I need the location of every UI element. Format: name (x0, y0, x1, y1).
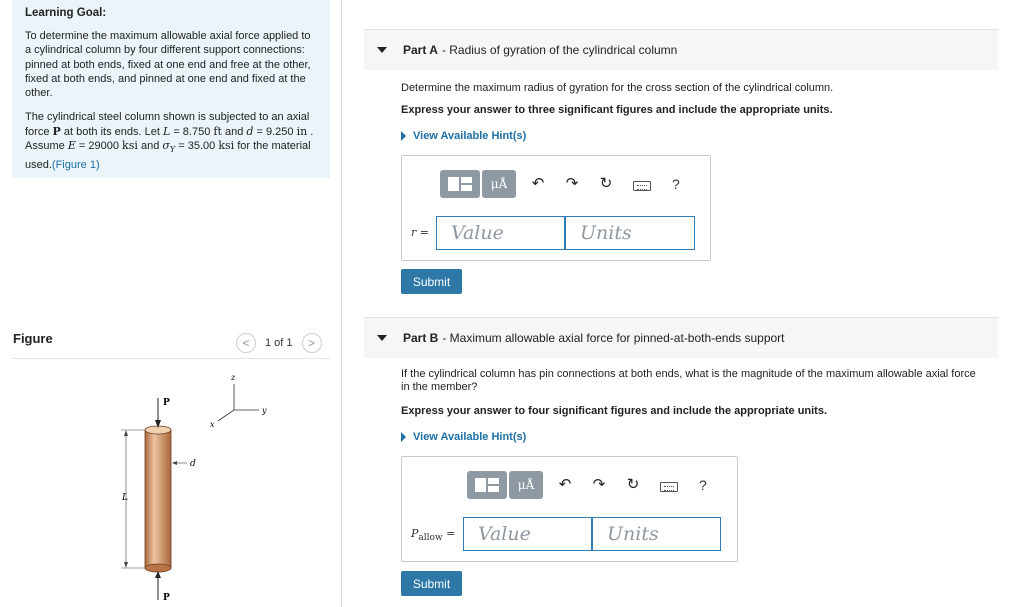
z-axis-label: z (231, 373, 236, 382)
figure-link[interactable]: (Figure 1) (51, 158, 100, 171)
bottom-force-label: P (163, 593, 170, 603)
redo-icon[interactable]: ↷ (592, 476, 606, 493)
expand-caret-icon (401, 131, 406, 141)
part-a-header[interactable] (364, 29, 998, 70)
y-axis-label: y (262, 406, 267, 415)
part-b-name: Part B (403, 331, 439, 345)
right-panel (364, 0, 998, 607)
part-b-units-input[interactable]: Units (592, 517, 721, 551)
reset-icon[interactable]: ↻ (626, 476, 640, 493)
help-icon[interactable]: ? (672, 176, 680, 192)
part-a-answer-box (401, 155, 711, 261)
part-a-name: Part A (403, 43, 438, 57)
part-b-instruction: Express your answer to four significant figures and include the appropriate units. (401, 405, 828, 417)
keyboard-icon[interactable] (633, 181, 651, 191)
redo-icon[interactable]: ↷ (565, 175, 579, 192)
figure-title: Figure (13, 331, 53, 346)
part-a-hint-link[interactable]: View Available Hint(s) (401, 130, 526, 142)
undo-icon[interactable]: ↶ (531, 175, 545, 192)
figure-counter: 1 of 1 (265, 337, 293, 349)
part-b-desc: - Maximum allowable axial force for pinned-at-both-ends support (442, 331, 785, 345)
top-force-label: P (163, 398, 170, 408)
part-b-variable: $P_{allow}$ = (411, 527, 456, 544)
templates-button[interactable] (440, 170, 480, 198)
part-a-submit-button[interactable]: Submit (401, 269, 462, 294)
keyboard-icon[interactable] (660, 482, 678, 492)
part-a-desc: - Radius of gyration of the cylindrical column (441, 43, 678, 57)
problem-statement: The cylindrical steel column shown is subjected to an axial force P at both its ends. Let L = 8.750 ft and d = 9.250 in . Assume E = 29000 ksi and $\sigma_Y = 35.00$ ksi for the material used.(Figure 1) (25, 111, 314, 171)
column-figure (100, 368, 300, 604)
part-a-units-input[interactable]: Units (565, 216, 695, 250)
undo-icon[interactable]: ↶ (558, 476, 572, 493)
template-icon (448, 177, 459, 191)
reset-icon[interactable]: ↻ (599, 175, 613, 192)
learning-goal-title: Learning Goal: (25, 7, 107, 19)
figure-pager (236, 333, 322, 353)
next-figure-button[interactable]: > (302, 333, 322, 353)
units-button[interactable]: μÅ (509, 471, 543, 499)
part-b-hint-link[interactable]: View Available Hint(s) (401, 431, 526, 443)
x-axis-label: x (210, 420, 215, 429)
part-b-value-input[interactable]: Value (463, 517, 592, 551)
learning-goal-text: To determine the maximum allowable axial force applied to a cylindrical column by four different support connections: pinned at both ends, fixed at one end and free at the other, fixed at both ends, and pinned at one end and fixed at the other. (25, 30, 311, 100)
expand-caret-icon (401, 432, 406, 442)
length-label: L (122, 493, 128, 503)
collapse-caret-icon[interactable] (377, 47, 387, 53)
help-icon[interactable]: ? (699, 477, 707, 493)
learning-goal-box (12, 0, 330, 178)
part-b-question: If the cylindrical column has pin connections at both ends, what is the magnitude of the maximum allowable axial force in the member? (401, 368, 976, 393)
units-button[interactable]: μÅ (482, 170, 516, 198)
collapse-caret-icon[interactable] (377, 335, 387, 341)
diameter-label: d (190, 459, 196, 469)
left-panel (0, 0, 342, 607)
part-a-question: Determine the maximum radius of gyration for the cross section of the cylindrical column. (401, 82, 834, 94)
figure-divider (12, 358, 330, 359)
part-b-submit-button[interactable]: Submit (401, 571, 462, 596)
x-axis (218, 410, 234, 421)
template-icon (475, 478, 486, 492)
prev-figure-button[interactable]: < (236, 333, 256, 353)
part-a-instruction: Express your answer to three significant figures and include the appropriate units. (401, 104, 833, 116)
part-b-answer-box (401, 456, 738, 562)
part-b-header[interactable] (364, 317, 998, 358)
templates-button[interactable] (467, 471, 507, 499)
column-body (145, 430, 171, 568)
part-a-variable: r = (411, 226, 429, 239)
column-bottom-face (145, 564, 171, 572)
part-a-value-input[interactable]: Value (436, 216, 565, 250)
